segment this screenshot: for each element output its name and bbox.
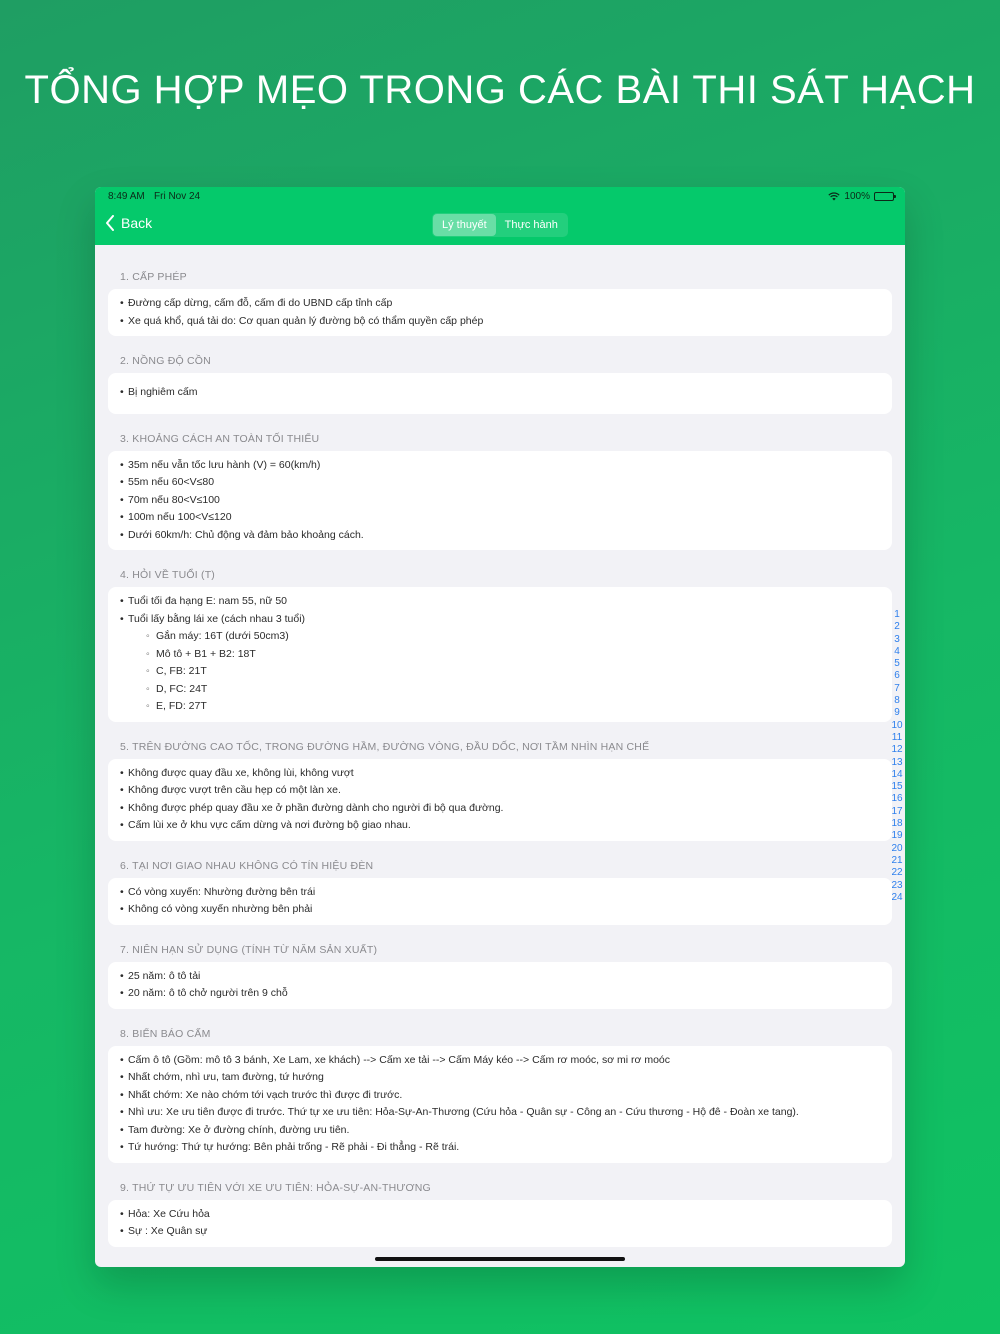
bullet-icon: • xyxy=(120,612,124,625)
section-index-bar[interactable] xyxy=(889,609,905,904)
tab-segmented-control xyxy=(432,213,568,237)
list-item-text: Hỏa: Xe Cứu hỏa xyxy=(128,1207,210,1220)
index-item[interactable]: 19 xyxy=(891,830,903,842)
index-item[interactable]: 6 xyxy=(894,670,900,682)
index-item[interactable]: 14 xyxy=(891,768,903,780)
index-item[interactable]: 18 xyxy=(891,818,903,830)
list-item-text: 55m nếu 60<V≤80 xyxy=(128,476,215,488)
list-item-text: Tam đường: Xe ở đường chính, đường ưu tiên. xyxy=(128,1123,350,1136)
list-item xyxy=(120,593,880,611)
list-item xyxy=(120,985,880,1003)
list-item-text: Gắn máy: 16T (dưới 50cm3) xyxy=(156,630,289,642)
battery-percent: 100% xyxy=(844,191,870,202)
list-item xyxy=(120,1206,880,1224)
list-item xyxy=(120,384,880,402)
bullet-icon: • xyxy=(120,969,124,982)
bullet-icon: • xyxy=(120,1071,124,1083)
list-item xyxy=(120,313,880,331)
list-item xyxy=(120,800,880,818)
list-item-text: Cấm ô tô (Gồm: mô tô 3 bánh, Xe Lam, xe khách) --> Cấm xe tải --> Cấm Máy kéo --> Cấm rơ moóc, sơ mi rơ moóc xyxy=(128,1053,671,1066)
list-item xyxy=(120,1087,880,1105)
battery-icon xyxy=(874,192,894,201)
list-item-text: Mô tô + B1 + B2: 18T xyxy=(156,647,256,660)
list-item xyxy=(120,1069,880,1087)
index-item[interactable]: 8 xyxy=(894,695,900,707)
index-item[interactable]: 17 xyxy=(891,805,903,817)
list-item-text: Cấm lùi xe ở khu vực cấm dừng và nơi đường bộ giao nhau. xyxy=(128,819,411,831)
index-item[interactable]: 13 xyxy=(891,756,903,768)
bullet-icon: • xyxy=(120,595,124,607)
index-item[interactable]: 11 xyxy=(891,731,903,743)
list-item xyxy=(120,1139,880,1157)
list-item xyxy=(120,457,880,475)
list-item xyxy=(120,527,880,545)
list-item xyxy=(120,968,880,986)
bullet-icon: • xyxy=(120,458,124,471)
index-item[interactable]: 23 xyxy=(891,879,903,891)
status-bar xyxy=(95,187,905,205)
list-item-text: Không được phép quay đầu xe ở phần đường dành cho người đi bộ qua đường. xyxy=(128,801,504,814)
bullet-icon: • xyxy=(120,528,124,541)
bullet-icon: • xyxy=(120,885,124,898)
sub-list-item xyxy=(120,698,880,716)
list-item-text: 35m nếu vẫn tốc lưu hành (V) = 60(km/h) xyxy=(128,458,321,471)
list-item-text: Nhì ưu: Xe ưu tiên được đi trước. Thứ tự xe ưu tiên: Hỏa-Sự-An-Thương (Cứu hỏa - Quân sự - Công an - Cứu thương - Hộ đê - Đoàn xe tang). xyxy=(128,1106,799,1118)
index-item[interactable]: 2 xyxy=(894,621,900,633)
bullet-icon: • xyxy=(120,1207,124,1220)
index-item[interactable]: 10 xyxy=(891,719,903,731)
index-item[interactable]: 21 xyxy=(891,854,903,866)
tab-ly-thuyet[interactable]: Lý thuyết xyxy=(433,214,496,236)
index-item[interactable]: 16 xyxy=(891,793,903,805)
section-card xyxy=(108,1046,892,1163)
section-title: 9. THỨ TỰ ƯU TIÊN VỚI XE ƯU TIÊN: HỎA-SỰ-AN-THƯƠNG xyxy=(120,1181,431,1194)
section-card xyxy=(108,289,892,336)
list-item xyxy=(120,1223,880,1241)
index-item[interactable]: 15 xyxy=(891,781,903,793)
bullet-icon: • xyxy=(120,766,124,779)
list-item xyxy=(120,295,880,313)
list-item-text: Tuổi lấy bằng lái xe (cách nhau 3 tuổi) xyxy=(128,612,306,625)
section-card xyxy=(108,587,892,722)
promo-headline: TỔNG HỢP MẸO TRONG CÁC BÀI THI SÁT HẠCH xyxy=(24,68,976,112)
bullet-icon: • xyxy=(120,386,124,398)
list-item-text: Có vòng xuyến: Nhường đường bên trái xyxy=(128,885,316,898)
bullet-icon: • xyxy=(120,297,124,309)
list-item-text: Tuổi tối đa hạng E: nam 55, nữ 50 xyxy=(128,595,287,607)
list-item-text: C, FB: 21T xyxy=(156,665,207,677)
status-indicators xyxy=(828,191,894,202)
list-item-text: Đường cấp dừng, cấm đỗ, cấm đi do UBND cấp tỉnh cấp xyxy=(128,297,393,309)
list-item-text: Không được vượt trên cầu hẹp có một làn xe. xyxy=(128,784,341,796)
list-item-text: E, FD: 27T xyxy=(156,700,207,712)
list-item-text: Tứ hướng: Thứ tự hướng: Bên phải trống - Rẽ phải - Đi thẳng - Rẽ trái. xyxy=(128,1141,460,1153)
bullet-icon: • xyxy=(120,819,124,831)
hollow-bullet-icon: ◦ xyxy=(146,647,150,660)
bullet-icon: • xyxy=(120,1225,124,1237)
sub-list-item xyxy=(120,646,880,664)
list-item xyxy=(120,1104,880,1122)
wifi-icon xyxy=(828,192,840,201)
status-date: Fri Nov 24 xyxy=(154,191,201,202)
bullet-icon: • xyxy=(120,1053,124,1066)
bullet-icon: • xyxy=(120,1123,124,1136)
index-item[interactable]: 5 xyxy=(894,658,900,670)
list-item-text: Sự : Xe Quân sự xyxy=(128,1225,208,1237)
list-item xyxy=(120,611,880,629)
section-card xyxy=(108,962,892,1009)
index-item[interactable]: 3 xyxy=(894,633,900,645)
index-item[interactable]: 1 xyxy=(894,609,900,620)
index-item[interactable]: 4 xyxy=(894,645,900,657)
list-item-text: Bị nghiêm cấm xyxy=(128,386,198,398)
sub-list-item xyxy=(120,681,880,699)
list-item-text: 100m nếu 100<V≤120 xyxy=(128,511,232,523)
index-item[interactable]: 9 xyxy=(894,707,900,719)
list-item xyxy=(120,1122,880,1140)
back-label: Back xyxy=(121,215,153,231)
list-item-text: 70m nếu 80<V≤100 xyxy=(128,493,220,506)
section-title: 4. HỎI VỀ TUỔI (T) xyxy=(120,569,215,581)
list-item xyxy=(120,817,880,835)
bullet-icon: • xyxy=(120,511,124,523)
bullet-icon: • xyxy=(120,493,124,506)
bullet-icon: • xyxy=(120,784,124,796)
list-item-text: 25 năm: ô tô tải xyxy=(128,969,201,982)
list-item-text: Xe quá khổ, quá tải do: Cơ quan quản lý đường bộ có thẩm quyền cấp phép xyxy=(128,314,484,327)
tablet-screen xyxy=(95,187,905,1267)
list-item xyxy=(120,884,880,902)
section-title: 2. NỒNG ĐỘ CỒN xyxy=(120,355,211,367)
list-item-text: Không có vòng xuyến nhường bên phải xyxy=(128,903,313,915)
section-title: 8. BIỂN BÁO CẤM xyxy=(120,1027,211,1040)
home-indicator xyxy=(375,1257,625,1261)
tips-list[interactable] xyxy=(95,271,905,1247)
sub-list-item xyxy=(120,663,880,681)
section-card xyxy=(108,373,892,414)
section-card xyxy=(108,451,892,551)
hollow-bullet-icon: ◦ xyxy=(146,682,150,695)
list-item xyxy=(120,782,880,800)
list-item-text: Dưới 60km/h: Chủ động và đảm bảo khoảng cách. xyxy=(128,528,364,541)
list-item xyxy=(120,765,880,783)
list-item-text: Không được quay đầu xe, không lùi, không vượt xyxy=(128,766,354,779)
section-card xyxy=(108,759,892,841)
hollow-bullet-icon: ◦ xyxy=(146,665,150,677)
list-item xyxy=(120,901,880,919)
bullet-icon: • xyxy=(120,476,124,488)
bullet-icon: • xyxy=(120,903,124,915)
bullet-icon: • xyxy=(120,801,124,814)
section-title: 3. KHOẢNG CÁCH AN TOÀN TỐI THIỂU xyxy=(120,432,320,445)
chevron-left-icon xyxy=(105,215,115,231)
list-item-text: Nhất chớm: Xe nào chớm tới vạch trước thì được đi trước. xyxy=(128,1088,403,1101)
section-title: 6. TẠI NƠI GIAO NHAU KHÔNG CÓ TÍN HIỆU ĐÈN xyxy=(120,859,374,872)
index-item[interactable]: 20 xyxy=(891,842,903,854)
bullet-icon: • xyxy=(120,1106,124,1118)
list-item xyxy=(120,1052,880,1070)
index-item[interactable]: 24 xyxy=(891,891,903,903)
list-item-text: 20 năm: ô tô chở người trên 9 chỗ xyxy=(128,987,288,999)
index-item[interactable]: 12 xyxy=(891,744,903,756)
index-item[interactable]: 7 xyxy=(894,682,900,694)
back-button[interactable] xyxy=(105,215,152,231)
section-title: 7. NIÊN HẠN SỬ DỤNG (TÍNH TỪ NĂM SẢN XUẤT) xyxy=(120,943,378,956)
sub-list-item xyxy=(120,628,880,646)
status-time: 8:49 AM xyxy=(108,191,145,202)
navigation-bar xyxy=(95,187,905,245)
tab-thuc-hanh[interactable]: Thực hành xyxy=(504,219,558,231)
index-item[interactable]: 22 xyxy=(891,867,903,879)
bullet-icon: • xyxy=(120,1141,124,1153)
list-item xyxy=(120,474,880,492)
hollow-bullet-icon: ◦ xyxy=(146,700,150,712)
list-item xyxy=(120,509,880,527)
bullet-icon: • xyxy=(120,314,124,327)
bullet-icon: • xyxy=(120,987,124,999)
section-card xyxy=(108,1200,892,1247)
section-title: 1. CẤP PHÉP xyxy=(120,271,187,283)
bullet-icon: • xyxy=(120,1088,124,1101)
list-item-text: D, FC: 24T xyxy=(156,682,208,695)
section-title: 5. TRÊN ĐƯỜNG CAO TỐC, TRONG ĐƯỜNG HẦM, ĐƯỜNG VÒNG, ĐẦU DỐC, NƠI TẦM NHÌN HẠN CHẾ xyxy=(120,740,650,753)
hollow-bullet-icon: ◦ xyxy=(146,630,150,642)
section-card xyxy=(108,878,892,925)
list-item xyxy=(120,492,880,510)
list-item-text: Nhất chớm, nhì ưu, tam đường, tứ hướng xyxy=(128,1071,324,1083)
